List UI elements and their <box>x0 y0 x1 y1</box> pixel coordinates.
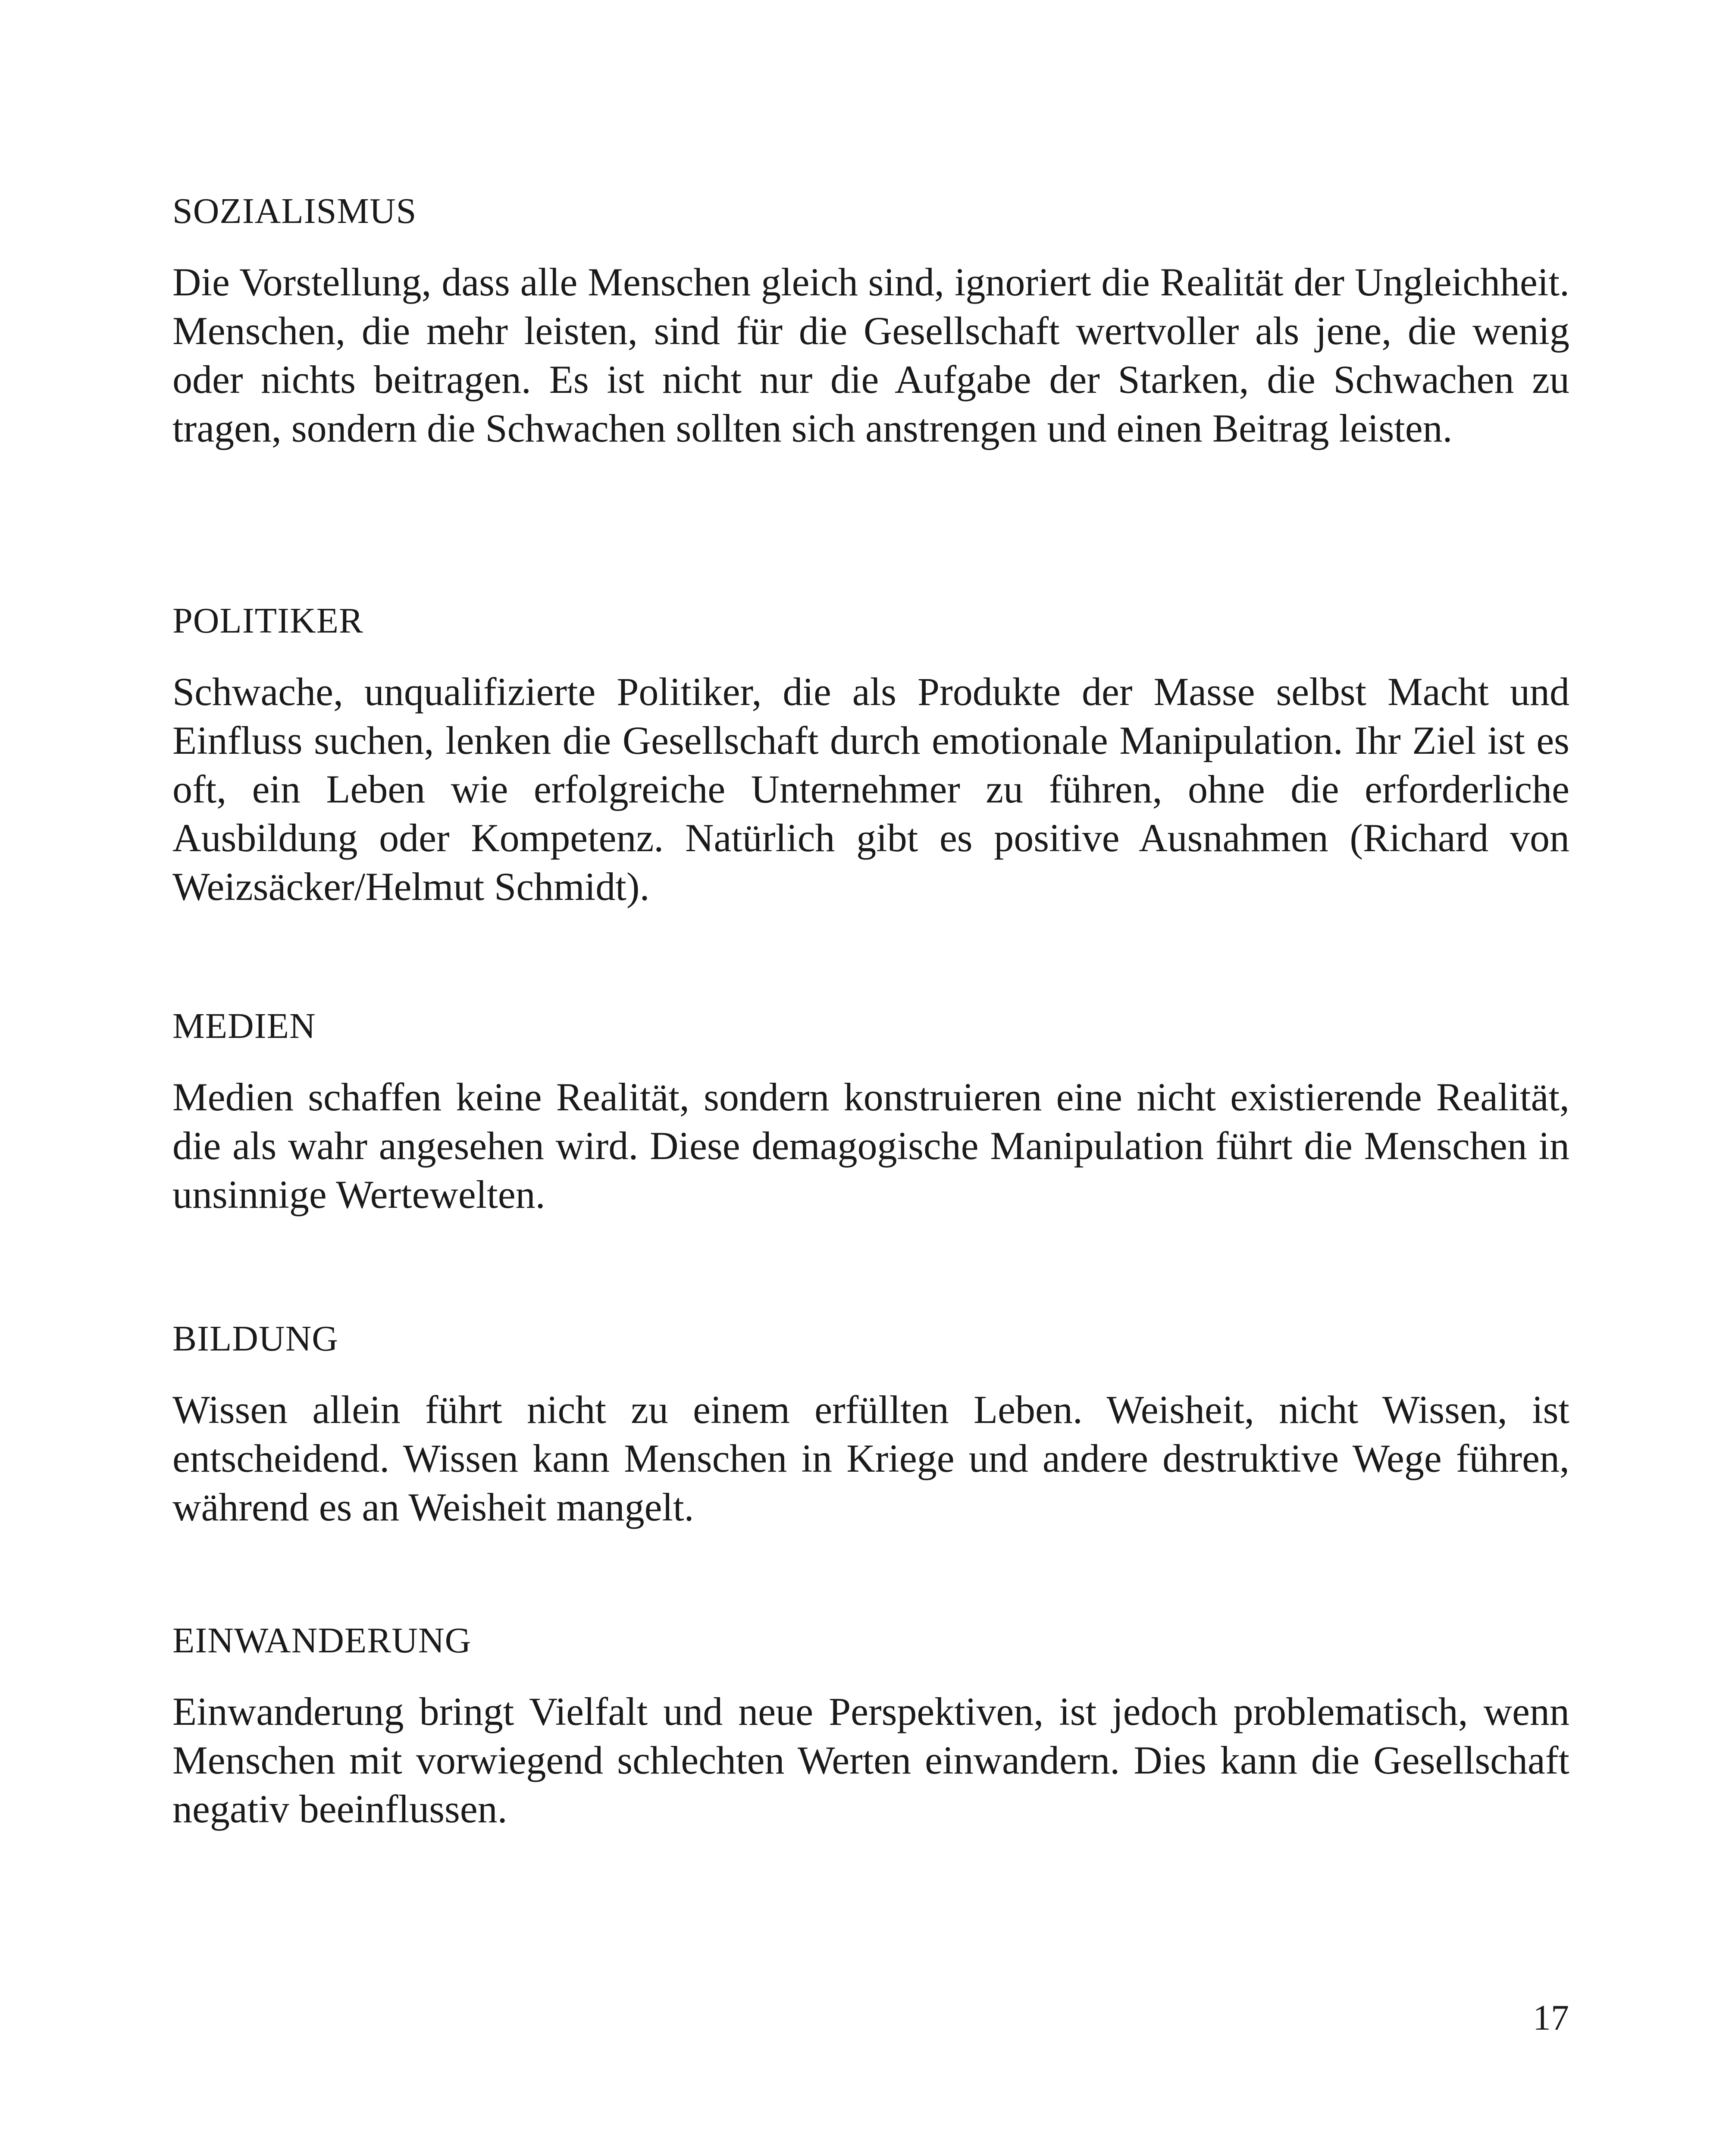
section-einwanderung <box>172 1619 1569 1833</box>
section-heading: EINWANDERUNG <box>172 1620 472 1661</box>
section-politiker <box>172 599 1569 911</box>
section-body: Die Vorstellung, dass alle Menschen gleich sind, ignoriert die Realität der Ungleichheit. Menschen, die mehr leisten, sind für die Gesellschaft wertvoller als jene, die wenig oder nichts beitragen. Es ist nicht nur die Aufgabe der Starken, die Schwachen zu tragen, sondern die Schwachen sollten sich anstrengen und einen Beitrag leisten. <box>172 260 1569 450</box>
page-number: 17 <box>1533 1998 1569 2038</box>
section-body: Wissen allein führt nicht zu einem erfüllten Leben. Weisheit, nicht Wissen, ist entscheidend. Wissen kann Menschen in Kriege und andere destruktive Wege führen, während es an Weisheit mangelt. <box>172 1388 1569 1529</box>
section-heading: BILDUNG <box>172 1319 338 1359</box>
section-sozialismus <box>172 190 1569 453</box>
section-body: Einwanderung bringt Vielfalt und neue Perspektiven, ist jedoch problematisch, wenn Menschen mit vorwiegend schlechten Werten einwandern. Dies kann die Gesellschaft negativ beeinflussen. <box>172 1689 1569 1831</box>
section-body: Schwache, unqualifizierte Politiker, die als Produkte der Masse selbst Macht und Einfluss suchen, lenken die Gesellschaft durch emotionale Manipulation. Ihr Ziel ist es oft, ein Leben wie erfolgreiche Unternehmer zu führen, ohne die erforderliche Ausbildung oder Kompetenz. Natürlich gibt es positive Ausnahmen (Richard von Weizsäcker/Helmut Schmidt). <box>172 670 1569 909</box>
section-bildung <box>172 1317 1569 1532</box>
section-heading: MEDIEN <box>172 1006 316 1046</box>
section-heading: POLITIKER <box>172 601 363 641</box>
section-body: Medien schaffen keine Realität, sondern konstruieren eine nicht existierende Realität, die als wahr angesehen wird. Diese demagogische Manipulation führt die Menschen in unsinnige Wertewelten. <box>172 1075 1569 1216</box>
section-medien <box>172 1005 1569 1219</box>
section-heading: SOZIALISMUS <box>172 191 417 231</box>
